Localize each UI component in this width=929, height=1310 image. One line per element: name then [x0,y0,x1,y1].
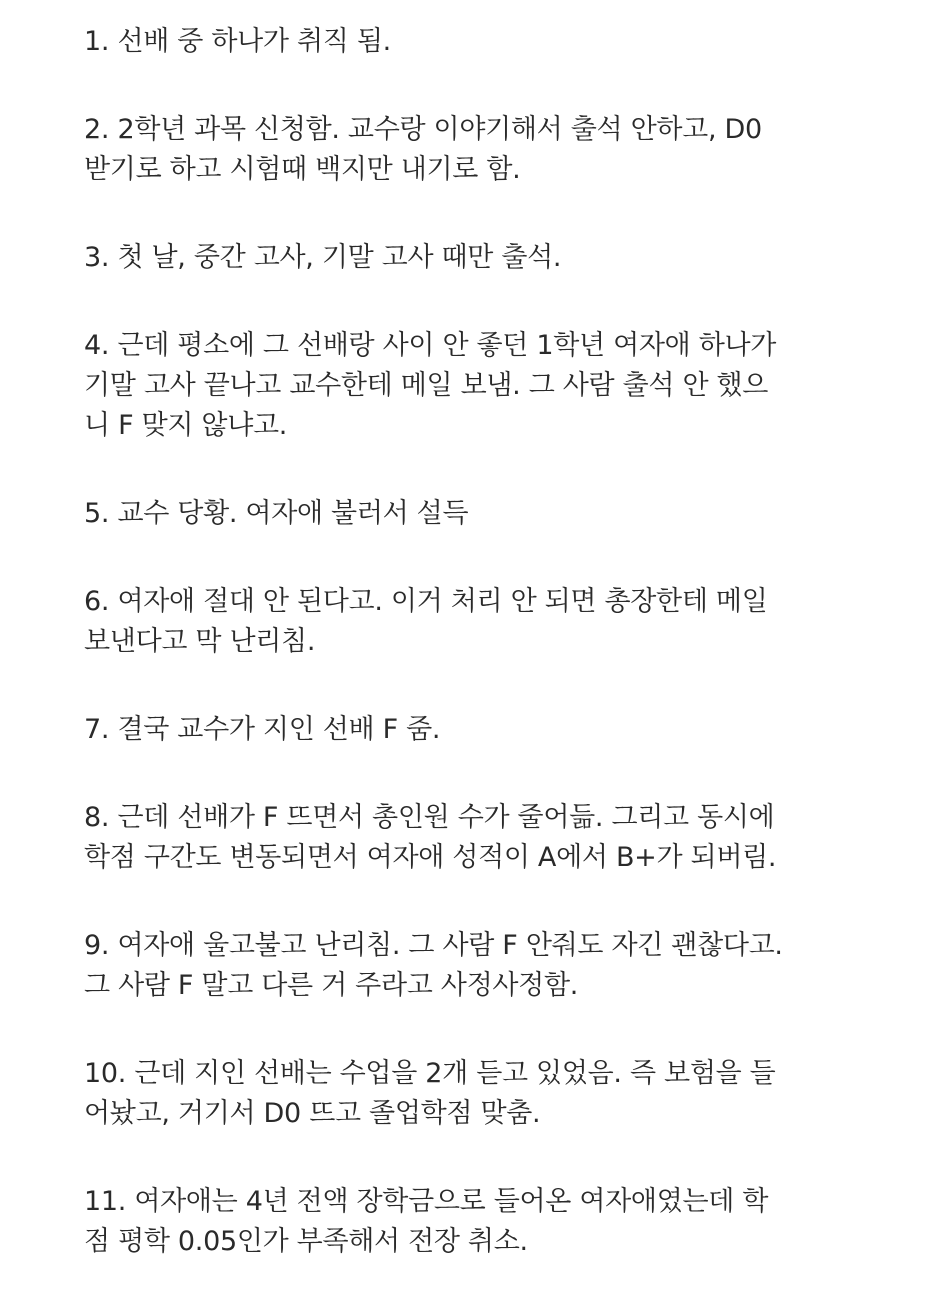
item-text-line: 5. 교수 당황. 여자애 불러서 설득 [84,498,469,529]
item-text-line: 그 사람 F 말고 다른 거 주라고 사정사정함. [84,970,579,1001]
item-text-line: 받기로 하고 시험때 백지만 내기로 함. [84,154,521,185]
item-text-line: 9. 여자애 울고불고 난리침. 그 사람 F 안줘도 자긴 괜찮다고. [84,930,783,961]
item-text-line: 어놨고, 거기서 D0 뜨고 졸업학점 맞춤. [84,1098,541,1129]
list-item-7 [84,710,884,750]
item-text-line: 8. 근데 선배가 F 뜨면서 총인원 수가 줄어듦. 그리고 동시에 [84,802,775,833]
item-text-line: 4. 근데 평소에 그 선배랑 사이 안 좋던 1학년 여자애 하나가 [84,330,777,361]
item-text-line: 학점 구간도 변동되면서 여자애 성적이 A에서 B+가 되버림. [84,842,777,873]
list-item-11 [84,1182,884,1262]
list-item-1 [84,22,884,62]
item-text-line: 6. 여자애 절대 안 된다고. 이거 처리 안 되면 총장한테 메일 [84,586,768,617]
item-text-line: 점 평학 0.05인가 부족해서 전장 취소. [84,1226,528,1257]
item-text-line: 7. 결국 교수가 지인 선배 F 줌. [84,714,441,745]
list-item-4 [84,326,884,446]
item-text-line: 기말 고사 끝나고 교수한테 메일 보냄. 그 사람 출석 안 했으 [84,370,769,401]
item-text-line: 10. 근데 지인 선배는 수업을 2개 듣고 있었음. 즉 보험을 들 [84,1058,776,1089]
list-item-6 [84,582,884,662]
item-text-line: 보낸다고 막 난리침. [84,626,316,657]
list-item-10 [84,1054,884,1134]
story-list [84,22,884,1310]
item-text-line: 3. 첫 날, 중간 고사, 기말 고사 때만 출석. [84,242,562,273]
list-item-2 [84,110,884,190]
item-text-line: 니 F 맞지 않냐고. [84,410,288,441]
list-item-5 [84,494,884,534]
item-text-line: 11. 여자애는 4년 전액 장학금으로 들어온 여자애였는데 학 [84,1186,769,1217]
list-item-9 [84,926,884,1006]
list-item-8 [84,798,884,878]
item-text-line: 2. 2학년 과목 신청함. 교수랑 이야기해서 출석 안하고, D0 [84,114,762,145]
list-item-3 [84,238,884,278]
item-text-line: 1. 선배 중 하나가 취직 됨. [84,26,391,57]
